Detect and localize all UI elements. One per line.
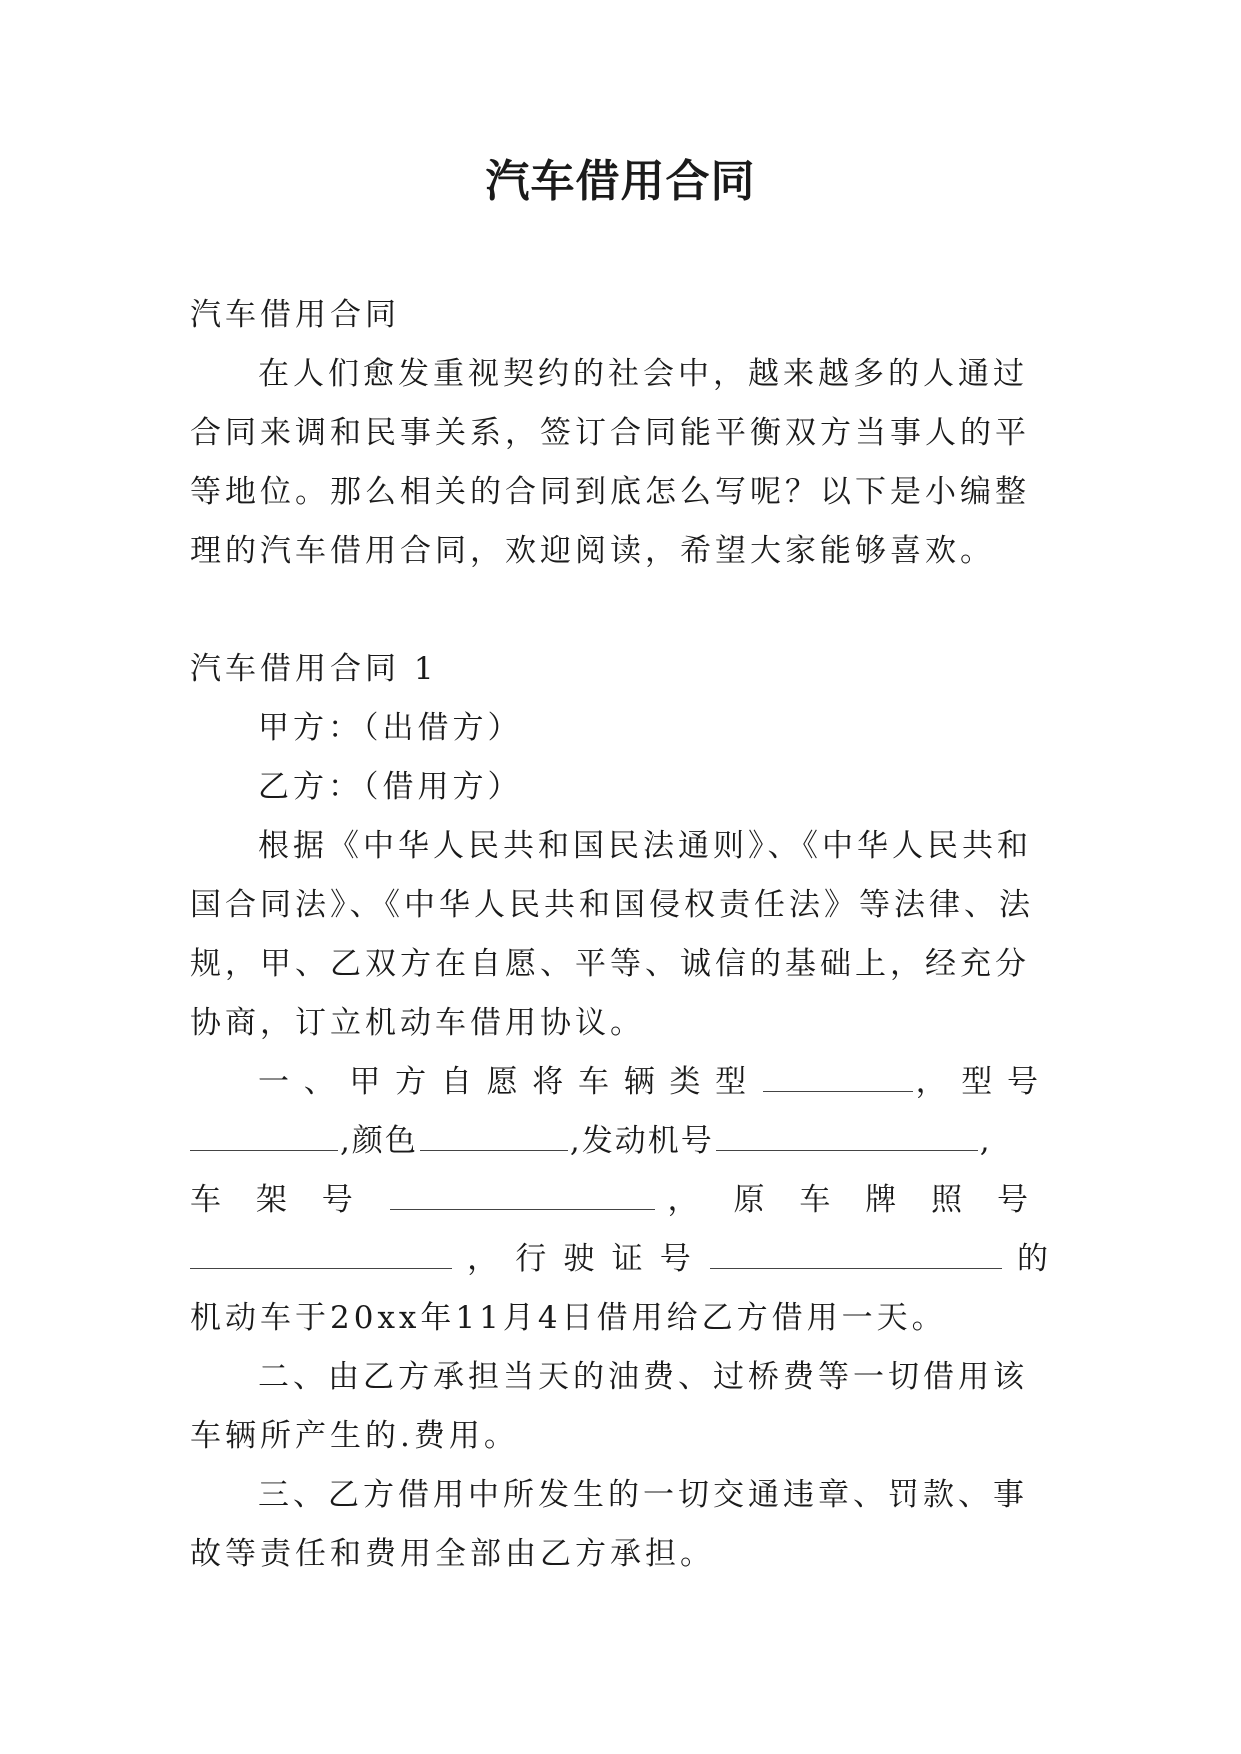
paragraph-spacer [190,581,1052,640]
clause-1-text: 一、甲方自愿将车辆类型 [258,1064,761,1100]
clause-1-text: 的 [1003,1241,1053,1277]
clause-1-text: ,颜色 [340,1123,418,1159]
vehicle-type-blank [763,1057,913,1092]
basis-paragraph: 根据《中华人民共和国民法通则》、《中华人民共和国合同法》、《中华人民共和国侵权责任法》等法律、法规，甲、乙双方在自愿、平等、诚信的基础上，经充分协商，订立机动车借用协议。 [190,828,1034,1041]
engine-number-blank [716,1116,978,1151]
clause-1-line-5: 机动车于20xx年11月4日借用给乙方借用一天。 [190,1300,947,1336]
plate-number-blank [190,1234,452,1269]
document-heading: 汽车借用合同 [190,297,400,333]
clause-1-text: ，型号 [914,1064,1053,1100]
clause-1-line-2 [190,1112,1052,1171]
license-number-blank [710,1234,1002,1269]
clause-1-line-1 [190,1053,1052,1112]
model-blank [190,1116,338,1151]
clause-1-text: ，行驶证号 [454,1241,708,1277]
clause-1-text: ，原车牌照号 [656,1182,1053,1218]
clause-2-paragraph: 二、由乙方承担当天的油费、过桥费等一切借用该车辆所产生的.费用。 [190,1359,1028,1454]
clause-1-text: , [979,1123,992,1159]
document-body [190,286,1052,1584]
clause-3-paragraph: 三、乙方借用中所发生的一切交通违章、罚款、事故等责任和费用全部由乙方承担。 [190,1477,1028,1572]
clause-1-text: 车架号 [190,1182,388,1218]
color-blank [420,1116,568,1151]
clause-1-line-3 [190,1171,1052,1230]
clause-1-text: ,发动机号 [569,1123,714,1159]
section-heading: 汽车借用合同 1 [190,651,438,687]
intro-paragraph: 在人们愈发重视契约的社会中，越来越多的人通过合同来调和民事关系，签订合同能平衡双方当事人的平等地位。那么相关的合同到底怎么写呢？以下是小编整理的汽车借用合同，欢迎阅读，希望大家能够喜欢。 [190,356,1030,569]
frame-number-blank [390,1175,655,1210]
clause-1-line-4 [190,1230,1052,1289]
party-b-line: 乙方：（借用方） [258,769,523,805]
party-a-line: 甲方：（出借方） [258,710,523,746]
document-title: 汽车借用合同 [485,156,756,207]
